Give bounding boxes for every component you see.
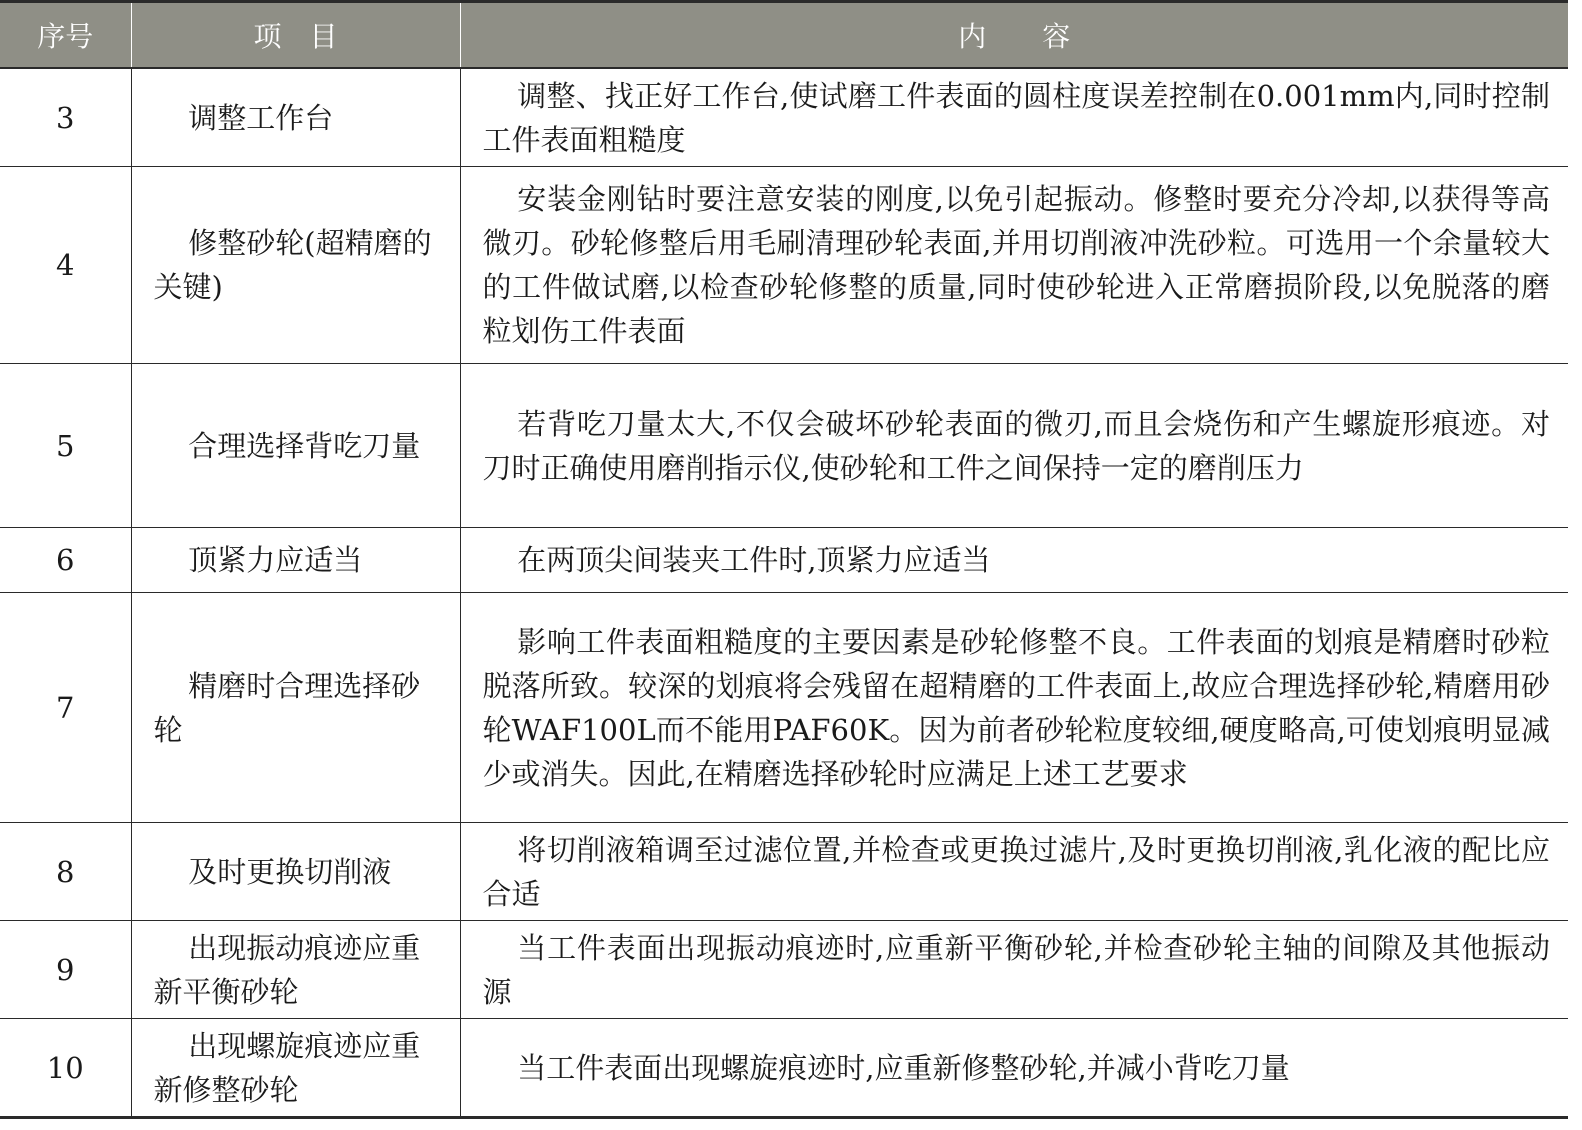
row-number: 7: [0, 593, 131, 823]
row-item: 出现螺旋痕迹应重新修整砂轮: [131, 1019, 460, 1118]
row-content: 当工件表面出现螺旋痕迹时,应重新修整砂轮,并减小背吃刀量: [460, 1019, 1568, 1118]
row-item: 修整砂轮(超精磨的关键): [131, 167, 460, 364]
header-row: [0, 2, 1568, 69]
table-row: [0, 528, 1568, 593]
table-row: [0, 921, 1568, 1019]
header-number: 序号: [0, 2, 131, 69]
row-item: 出现振动痕迹应重新平衡砂轮: [131, 921, 460, 1019]
row-item: 精磨时合理选择砂轮: [131, 593, 460, 823]
row-item: 顶紧力应适当: [131, 528, 460, 593]
table-row: [0, 593, 1568, 823]
row-number: 5: [0, 364, 131, 528]
row-number: 8: [0, 823, 131, 921]
row-number: 4: [0, 167, 131, 364]
row-content: 调整、找正好工作台,使试磨工件表面的圆柱度误差控制在0.001mm内,同时控制工件表面粗糙度: [460, 68, 1568, 167]
table-row: [0, 823, 1568, 921]
table-row: [0, 68, 1568, 167]
row-content: 安装金刚钻时要注意安装的刚度,以免引起振动。修整时要充分冷却,以获得等高微刃。砂轮修整后用毛刷清理砂轮表面,并用切削液冲洗砂粒。可选用一个余量较大的工件做试磨,以检查砂轮修整的质量,同时使砂轮进入正常磨损阶段,以免脱落的磨粒划伤工件表面: [460, 167, 1568, 364]
row-content: 当工件表面出现振动痕迹时,应重新平衡砂轮,并检查砂轮主轴的间隙及其他振动源: [460, 921, 1568, 1019]
row-content: 在两顶尖间装夹工件时,顶紧力应适当: [460, 528, 1568, 593]
row-content: 影响工件表面粗糙度的主要因素是砂轮修整不良。工件表面的划痕是精磨时砂粒脱落所致。较深的划痕将会残留在超精磨的工件表面上,故应合理选择砂轮,精磨用砂轮WAF100L而不能用PAF60K。因为前者砂轮粒度较细,硬度略高,可使划痕明显减少或消失。因此,在精磨选择砂轮时应满足上述工艺要求: [460, 593, 1568, 823]
row-content: 将切削液箱调至过滤位置,并检查或更换过滤片,及时更换切削液,乳化液的配比应合适: [460, 823, 1568, 921]
row-item: 及时更换切削液: [131, 823, 460, 921]
row-number: 9: [0, 921, 131, 1019]
header-item: 项 目: [131, 2, 460, 69]
row-number: 10: [0, 1019, 131, 1118]
row-item: 合理选择背吃刀量: [131, 364, 460, 528]
row-item: 调整工作台: [131, 68, 460, 167]
table-row: [0, 364, 1568, 528]
row-number: 3: [0, 68, 131, 167]
row-content: 若背吃刀量太大,不仅会破坏砂轮表面的微刃,而且会烧伤和产生螺旋形痕迹。对刀时正确使用磨削指示仪,使砂轮和工件之间保持一定的磨削压力: [460, 364, 1568, 528]
table-row: [0, 167, 1568, 364]
row-number: 6: [0, 528, 131, 593]
header-content: 内 容: [460, 2, 1568, 69]
table-row: [0, 1019, 1568, 1118]
table-body: [0, 68, 1568, 1118]
table-header: [0, 2, 1568, 69]
